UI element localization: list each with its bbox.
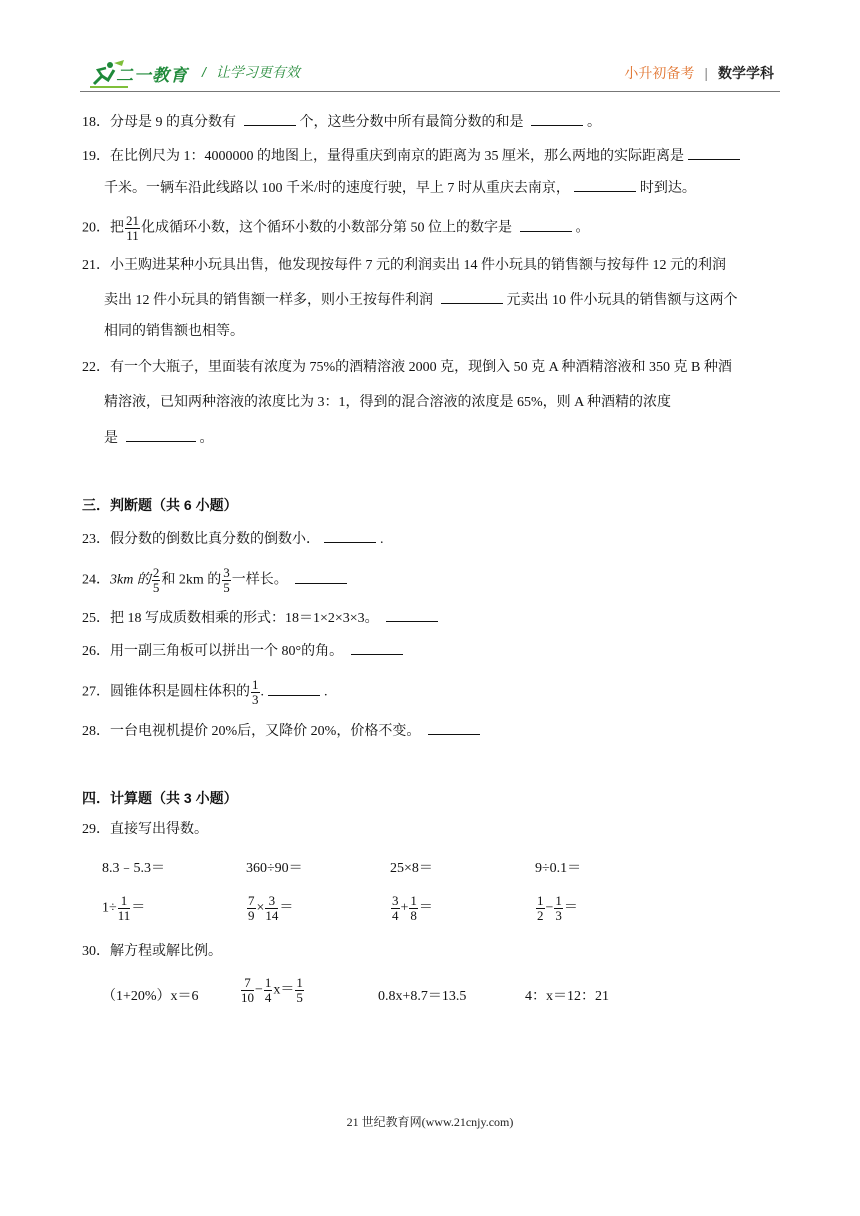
fraction: $\frac{3}{5}$	[223, 565, 230, 595]
question-23: 23．假分数的倒数比真分数的倒数小． .	[82, 528, 782, 550]
answer-blank[interactable]	[531, 111, 583, 126]
header-separator: |	[704, 65, 708, 81]
slogan: / 让学习更有效	[202, 64, 300, 80]
answer-blank[interactable]	[386, 607, 438, 622]
equation-item: 4：x＝12：21	[525, 989, 609, 1004]
calc-item: 1÷ $\frac{1}{11}$ ＝	[102, 893, 146, 923]
section-4-title: 四．计算题（共 3 小题）	[82, 790, 238, 806]
answer-blank[interactable]	[244, 111, 296, 126]
fraction: $\frac{1}{2}$	[537, 893, 544, 923]
answer-blank[interactable]	[574, 177, 636, 192]
equation-item: （1+20%）x＝6	[102, 989, 199, 1004]
answer-blank[interactable]	[268, 681, 320, 696]
page-header	[80, 55, 780, 95]
question-27: 27．圆锥体积是圆柱体积的 $\frac{1}{3}$ . .	[82, 677, 328, 707]
fraction: $\frac{7}{9}$	[248, 893, 255, 923]
fraction: $\frac{3}{4}$	[392, 893, 399, 923]
fraction: $\frac{1}{11}$	[117, 893, 131, 923]
calc-item: $\frac{3}{4}$ + $\frac{1}{8}$ ＝	[392, 893, 433, 923]
fraction: $\frac{1}{3}$	[555, 893, 562, 923]
calc-item: 8.3﹣5.3＝	[102, 861, 165, 876]
fraction: $\frac{1}{5}$	[296, 975, 303, 1005]
page-footer: 21 世纪教育网(www.21cnjy.com)	[346, 1115, 514, 1129]
question-22: 22．有一个大瓶子，里面装有浓度为 75%的酒精溶液 2000 克，现倒入 50 克 A 种酒精溶液和 350 克 B 种酒	[82, 360, 732, 375]
exam-label: 小升初备考	[624, 65, 695, 81]
answer-blank[interactable]	[295, 569, 347, 584]
question-29: 29．直接写出得数。	[82, 822, 208, 837]
calc-item: 360÷90＝	[246, 861, 303, 876]
calc-item: 25×8＝	[390, 861, 433, 876]
answer-blank[interactable]	[126, 427, 196, 442]
header-right	[624, 63, 774, 83]
answer-blank[interactable]	[688, 145, 740, 160]
question-22-cont: 精溶液，已知两种溶液的浓度比为 3：1，得到的混合溶液的浓度是 65%，则 A 种酒精的浓度	[104, 395, 671, 410]
fraction: $\frac{1}{4}$	[264, 975, 272, 1005]
header-divider	[80, 91, 780, 92]
fraction: $\frac{21}{11}$	[126, 213, 139, 243]
question-22-cont2: 是 。	[82, 427, 804, 449]
equation-item: $\frac{7}{10}$ − $\frac{1}{4}$ x＝ $\frac{1}{5}$	[241, 975, 303, 1005]
question-28: 28．一台电视机提价 20%后，又降价 20%，价格不变。	[82, 720, 782, 742]
fraction: $\frac{3}{14}$	[265, 893, 279, 923]
calc-item: $\frac{1}{2}$ − $\frac{1}{3}$ ＝	[537, 893, 578, 923]
equation-item: 0.8x+8.7＝13.5	[378, 989, 467, 1004]
section-3-title: 三．判断题（共 6 小题）	[82, 497, 238, 513]
fraction: $\frac{2}{5}$	[152, 565, 160, 595]
answer-blank[interactable]	[351, 640, 403, 655]
question-21-cont: 卖出 12 件小玩具的销售额一样多，则小王按每件利润 元卖出 10 件小玩具的销售额与这两个	[82, 289, 804, 311]
answer-blank[interactable]	[520, 217, 572, 232]
question-20: 20．把 $\frac{21}{11}$ 化成循环小数，这个循环小数的小数部分第 50 位上的数字是 。	[82, 213, 590, 243]
question-19-cont: 千米。一辆车沿此线路以 100 千米/时的速度行驶，早上 7 时从重庆去南京， 时到达。	[82, 177, 804, 199]
question-21-cont2: 相同的销售额也相等。	[104, 324, 244, 339]
question-25: 25．把 18 写成质数相乘的形式：18＝1×2×3×3。	[82, 607, 782, 629]
question-21: 21．小王购进某种小玩具出售，他发现按每件 7 元的利润卖出 14 件小玩具的销售额与按每件 12 元的利润	[82, 258, 726, 273]
fraction: $\frac{1}{8}$	[410, 893, 417, 923]
answer-blank[interactable]	[428, 720, 480, 735]
subject-label: 数学学科	[718, 65, 774, 81]
question-24: 24．3km 的 $\frac{2}{5}$ 和 2km 的 $\frac{3}{5}$ 一样长。	[82, 566, 782, 595]
logo-text: 二一教育	[116, 66, 188, 85]
answer-blank[interactable]	[324, 528, 376, 543]
question-30: 30．解方程或解比例。	[82, 944, 222, 959]
fraction: $\frac{1}{3}$	[252, 677, 259, 707]
question-18: 18．分母是 9 的真分数有 个，这些分数中所有最简分数的和是 。	[82, 111, 782, 133]
question-19: 19．在比例尺为 1：4000000 的地图上，量得重庆到南京的距离为 35 厘米，那么两地的实际距离是	[82, 145, 782, 167]
calc-item: 9÷0.1＝	[535, 861, 582, 876]
calc-item: $\frac{7}{9}$ × $\frac{3}{14}$ ＝	[248, 893, 294, 923]
question-26: 26．用一副三角板可以拼出一个 80°的角。	[82, 640, 782, 662]
fraction: $\frac{7}{10}$	[241, 975, 254, 1005]
answer-blank[interactable]	[441, 289, 503, 304]
